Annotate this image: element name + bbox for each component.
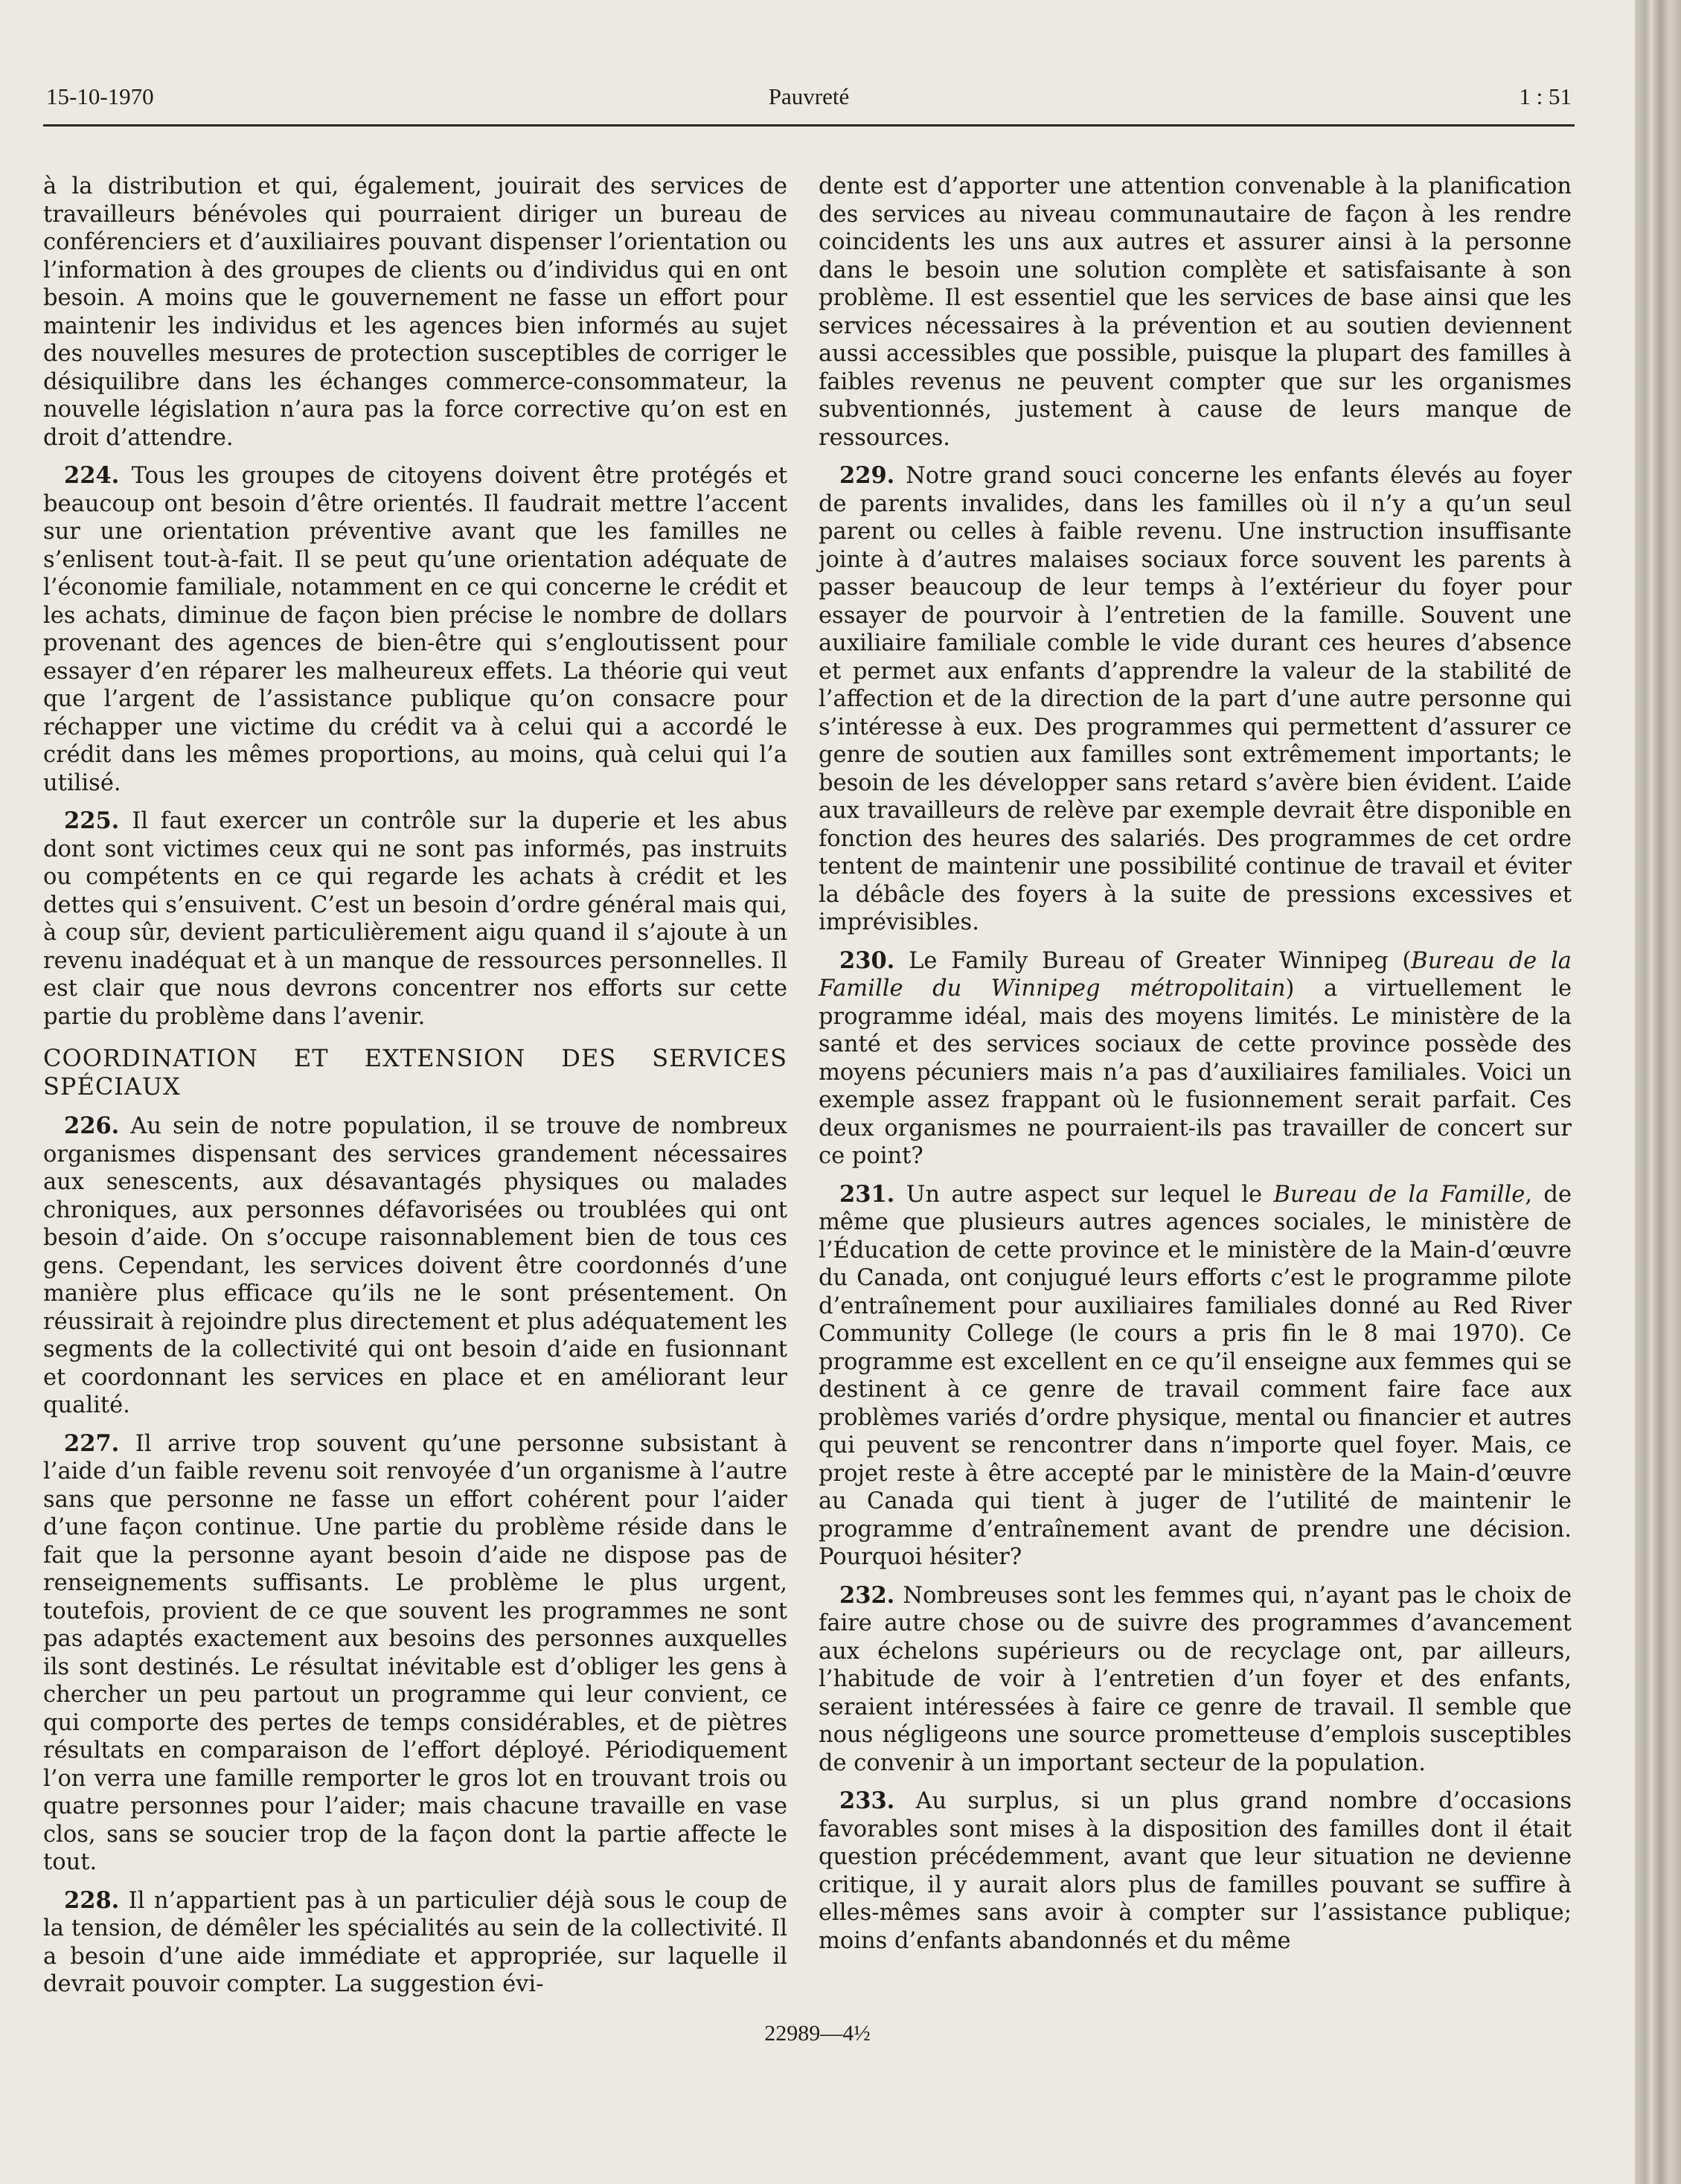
paragraph-number: 228. [64,1886,120,1914]
paragraph-228 [43,1887,787,1999]
paragraph-text: Le Family Bureau of Greater Winnipeg ( [909,947,1412,974]
paragraph-text: à la distribution et qui, également, jouirait des services de travailleurs bénévoles qui pourraient diriger un bureau de conférenciers et d’auxiliaires pouvant dispenser l’orientation ou l’information à des groupes de clients ou d’individus qui en ont besoin. A moins que le gouvernement ne fasse un effort pour maintenir les individus et les agences bien informés au sujet des nouvelles mesures de protection susceptibles de corriger le désiquilibre dans les échanges commerce-consommateur, la nouvelle législation n’aura pas la force corrective qu’on est en droit d’attendre. [43,173,787,451]
header-page-number: 1 : 51 [1519,83,1572,109]
paragraph-232 [819,1582,1572,1778]
paragraph-231 [819,1181,1572,1572]
paragraph-text: Au sein de notre population, il se trouve de nombreux organismes dispensant des services grandement nécessaires aux senescents, aux désavantagés physiques ou malades chroniques, aux personnes défavorisées ou troublées qui ont besoin d’aide. On s’occupe raisonnablement bien de tous ces gens. Cependant, les services doivent être coordonnés d’une manière plus efficace qu’ils ne le sont présentement. On réussirait à rejoindre plus directement et plus adéquatement les segments de la collectivité qui ont besoin d’aide en fusionnant et coordonnant les services en place et en améliorant leur qualité. [43,1113,787,1418]
paragraph-number: 226. [64,1112,120,1139]
italic-text: Bureau de la Famille du Winnipeg métropolitain [819,947,1572,1002]
paragraph-230 [819,947,1572,1171]
paragraph-intro [43,173,787,452]
paragraph-224 [43,462,787,797]
paragraph-text: ) a virtuellement le programme idéal, mais des moyens limités. Le ministère de la santé et des services sociaux de cette province possède des moyens pécuniers mais n’a pas d’auxiliaires familiales. Voici un exemple assez frappant où le fusionnement serait parfait. Ces deux organismes ne pourraient-ils pas travailler de concert sur ce point? [819,976,1572,1169]
paragraph-text: Il faut exercer un contrôle sur la duperie et les abus dont sont victimes ceux qui ne sont pas informés, pas instruits ou compétents en ce qui regarde les achats à crédit et les dettes qui s’ensuivent. C’est un besoin d’ordre général mais qui, à coup sûr, devient particulièrement aigu quand il s’ajoute à un revenu inadéquat et à un manque de ressources personnelles. Il est clair que nous devrons concentrer nos efforts sur cette partie du problème dans l’avenir. [43,808,787,1030]
paragraph-number: 225. [64,807,120,834]
paragraph-text: Il arrive trop souvent qu’une personne subsistant à l’aide d’un faible revenu soit renvoyée d’un organisme à l’autre sans que personne ne fasse un effort cohérent pour l’aider d’une façon continue. Une partie du problème réside dans le fait que la personne ayant besoin d’aide ne dispose pas de renseignements suffisants. Le problème le plus urgent, toutefois, provient de ce que souvent les programmes ne sont pas adaptés exactement aux besoins des personnes auxquelles ils sont destinés. Le résultat inévitable est d’obliger les gens à chercher un peu partout un programme qui leur convient, ce qui comporte des pertes de temps considérables, et de piètres résultats en comparaison de l’effort déployé. Périodiquement l’on verra une famille remporter le gros lot en trouvant trois ou quatre personnes pour l’aider; mais chacune travaille en vase clos, sans se soucier trop de la façon dont la partie affecte le tout. [43,1430,787,1875]
right-column [819,173,1572,1965]
paragraph-text: Notre grand souci concerne les enfants élevés au foyer de parents invalides, dans les familles où il n’y a qu’un seul parent ou celles à faible revenu. Une instruction insuffisante jointe à d’autres malaises sociaux force souvent les parents à passer beaucoup de leur temps à l’extérieur du foyer pour essayer de pourvoir à l’entretien de la famille. Souvent une auxiliaire familiale comble le vide durant ces heures d’absence et permet aux enfants d’apprendre la valeur de la stabilité de l’affection et de la direction de la part d’une autre personne qui s’intéresse à eux. Des programmes qui permettent d’assurer ce genre de soutien aux familles sont extrêmement importants; le besoin de les développer sans retard s’avère bien évident. L’aide aux travailleurs de relève par exemple devrait être disponible en fonction des heures des salariés. Des programmes de cet ordre tentent de maintenir une possibilité continue de travail et éviter la débâcle des foyers à la suite de pressions excessives et imprévisibles. [819,463,1572,935]
paragraph-229 [819,462,1572,937]
paragraph-text: Au surplus, si un plus grand nombre d’occasions favorables sont mises à la disposition des familles dont il était question précédemment, avant que leur situation ne devienne critique, il y aurait alors plus de familles pouvant se suffire à elles-mêmes sans avoir à compter sur l’assistance publique; moins d’enfants abandonnés et du même [819,1788,1572,1954]
section-heading: COORDINATION ET EXTENSION DES SERVICES SPÉCIAUX [43,1044,787,1101]
paragraph-227 [43,1430,787,1877]
paragraph-text: , de même que plusieurs autres agences sociales, le ministère de l’Éducation de cette province et le ministère de la Main-d’œuvre du Canada, ont conjugué leurs efforts c’est le programme pilote d’entraînement pour auxiliaires familiales donné au Red River Community College (le cours a pris fin le 8 mai 1970). Ce programme est excellent en ce qu’il enseigne aux femmes qui se destinent à ce genre de travail comment faire face aux problèmes variés d’ordre physique, mental ou financier et autres qui peuvent se rencontrer dans n’importe quel foyer. Mais, ce projet reste à être accepté par le ministère de la Main-d’œuvre au Canada qui tient à juger de l’utilité de maintenir le programme d’entraînement avant de prendre une décision. Pourquoi hésiter? [819,1181,1572,1570]
header-rule [43,124,1575,127]
paragraph-233 [819,1787,1572,1955]
paragraph-number: 224. [64,462,120,489]
paragraph-number: 232. [839,1581,895,1609]
page-footer-code: 22989—4½ [764,2021,871,2046]
paragraph-text: Nombreuses sont les femmes qui, n’ayant pas le choix de faire autre chose ou de suivre des programmes d’avancement aux échelons supérieurs ou de recyclage ont, par ailleurs, l’habitude de voir à l’entretien d’un foyer et des enfants, seraient intéressées à faire ce genre de travail. Il semble que nous négligeons une source prometteuse d’emplois susceptibles de convenir à un important secteur de la population. [819,1582,1572,1776]
paragraph-number: 229. [839,462,895,489]
left-column [43,173,787,2009]
paragraph-number: 233. [839,1787,895,1814]
paragraph-text: dente est d’apporter une attention convenable à la planification des services au niveau communautaire de façon à les rendre coincidents les uns aux autres et assurer ainsi à la personne dans le besoin une solution complète et satisfaisante à son problème. Il est essentiel que les services de base ainsi que les services nécessaires à la prévention et au soutien deviennent aussi accessibles que possible, puisque la plupart des familles à faibles revenus ne peuvent compter que sur les organismes subventionnés, justement à cause de leurs manque de ressources. [819,173,1572,451]
paragraph-text: Il n’appartient pas à un particulier déjà sous le coup de la tension, de démêler les spécialités au sein de la collectivité. Il a besoin d’une aide immédiate et appropriée, sur laquelle il devrait pouvoir compter. La suggestion évi- [43,1887,787,1997]
page-header [46,83,1572,125]
header-title: Pauvreté [768,83,850,109]
paragraph-continuation [819,173,1572,452]
paragraph-text: Un autre aspect sur lequel le [906,1181,1274,1208]
paragraph-225 [43,807,787,1031]
header-date: 15-10-1970 [46,83,154,109]
paragraph-number: 230. [839,947,895,974]
paragraph-number: 227. [64,1429,120,1457]
italic-text: Bureau de la Famille [1273,1181,1525,1208]
paragraph-text: Tous les groupes de citoyens doivent être protégés et beaucoup ont besoin d’être orientés. Il faudrait mettre l’accent sur une orientation préventive avant que les familles ne s’enlisent tout-à-fait. Il se peut qu’une orientation adéquate de l’économie familiale, notamment en ce qui concerne le crédit et les achats, diminue de façon bien précise le nombre de dollars provenant des agences de bien-être qui s’engloutissent pour essayer d’en réparer les malheureux effets. La théorie qui veut que l’argent de l’assistance publique qu’on consacre pour réchapper une victime du crédit va à celui qui a accordé le crédit dans les mêmes proportions, au moins, quà celui qui l’a utilisé. [43,463,787,796]
book-binding-edge [1635,0,1681,2184]
paragraph-226 [43,1112,787,1420]
paragraph-number: 231. [839,1180,895,1208]
